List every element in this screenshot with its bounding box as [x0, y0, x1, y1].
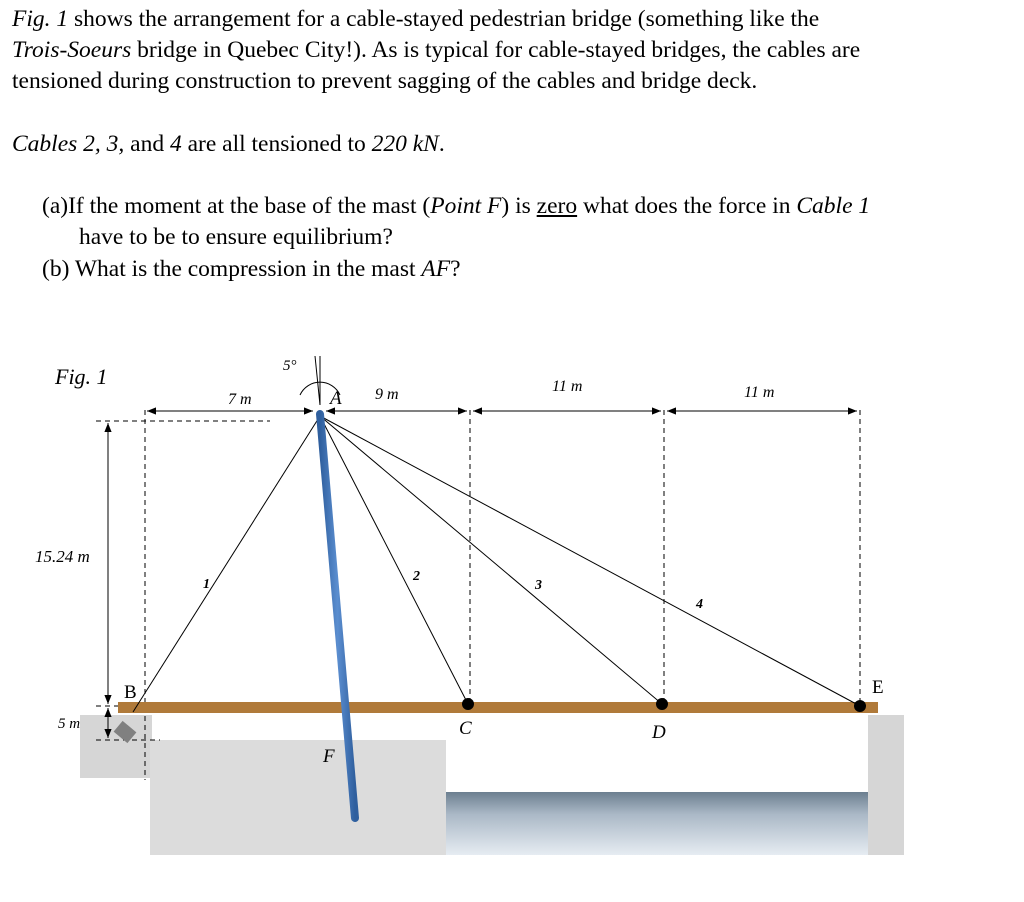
point-c-label: C	[459, 718, 472, 739]
cable1-ref: Cable 1	[796, 193, 871, 219]
qb-text-2: ?	[450, 256, 461, 282]
anchor-d	[656, 698, 668, 710]
intro-text-1: shows the arrangement for a cable-stayed pedestrian bridge (something like the	[68, 6, 820, 32]
cable-1-label: 1	[203, 577, 210, 592]
dim-5m: 5 m	[58, 716, 81, 732]
dim-9m: 9 m	[375, 386, 399, 403]
left-abutment	[80, 715, 152, 778]
qa-text-2: ) is	[501, 193, 537, 219]
cable-3-label: 3	[535, 578, 542, 593]
point-b-label: B	[124, 682, 137, 703]
water	[446, 792, 868, 855]
tension-text-and: and	[124, 131, 170, 157]
tension-text: are all tensioned to	[181, 131, 372, 157]
point-d-label: D	[652, 722, 666, 743]
anchor-c	[462, 698, 474, 710]
point-e-label: E	[872, 677, 884, 698]
point-f-label: F	[323, 746, 335, 767]
bridge-deck	[118, 702, 878, 713]
point-f-ref: Point F	[430, 193, 502, 219]
left-ground-block	[150, 740, 446, 855]
cable4-ref: 4	[169, 131, 182, 157]
fig-ref: Fig. 1	[12, 6, 69, 32]
dim-height: 15.24 m	[35, 547, 90, 566]
intro-text-2: bridge in Quebec City!). As is typical for cable-stayed bridges, the cables are	[131, 37, 861, 63]
angle-label: 5°	[283, 358, 297, 374]
qa-text-1: (a)If the moment at the base of the mast (	[42, 193, 431, 219]
cable-4-label: 4	[696, 597, 703, 612]
dim-7m: 7 m	[228, 391, 252, 408]
qb-text-1: (b) What is the compression in the mast	[42, 256, 422, 282]
dim-11m-a: 11 m	[552, 378, 583, 395]
cable-1	[133, 416, 320, 712]
zero-underlined: zero	[536, 193, 578, 219]
mast-axis-extension	[315, 356, 320, 405]
fig-label: Fig. 1	[55, 364, 108, 389]
cable-4	[320, 416, 860, 706]
cables	[133, 416, 860, 712]
tension-value: 220 kN	[371, 131, 439, 157]
cable-3	[320, 416, 662, 704]
qa-text-3: what does the force in	[577, 193, 797, 219]
dim-11m-b: 11 m	[744, 384, 775, 401]
intro-text-3: tensioned during construction to prevent sagging of the cables and bridge deck.	[12, 68, 758, 94]
anchor-e	[854, 700, 866, 712]
cable-2-label: 2	[413, 569, 420, 584]
right-abutment	[868, 715, 904, 855]
cables-ref: Cables 2, 3,	[12, 131, 125, 157]
mast-ref: AF	[421, 256, 451, 282]
reference-lines	[96, 410, 860, 780]
question-a-line2: have to be to ensure equilibrium?	[79, 224, 393, 250]
tension-period: .	[438, 131, 445, 157]
bridge-name: Trois-Soeurs	[12, 37, 132, 63]
point-a-label: A	[330, 388, 342, 409]
